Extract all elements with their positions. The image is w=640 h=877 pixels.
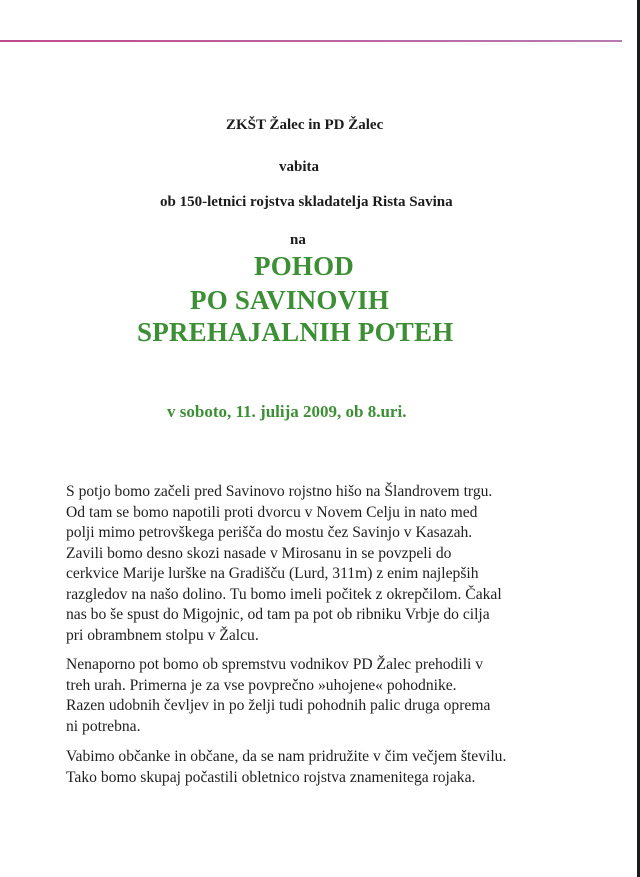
paragraph-line: Tako bomo skupaj počastili obletnico rojstva znamenitega rojaka. xyxy=(66,768,476,786)
paragraph-line: Nenaporno pot bomo ob spremstvu vodnikov PD Žalec prehodili v xyxy=(66,656,484,673)
paragraph-line: nas bo še spust do Migojnic, od tam pa pot ob ribniku Vrbje do cilja xyxy=(66,606,490,623)
invite-text: vabita xyxy=(279,159,320,175)
na-text: na xyxy=(290,232,306,248)
difficulty-paragraph xyxy=(66,655,586,737)
paragraph-line: ni potrebna. xyxy=(66,717,141,735)
paragraph-line: Zavili bomo desno skozi nasade v Mirosanu in se povzpeli do xyxy=(66,544,452,562)
paragraph-line: S potjo bomo začeli pred Savinovo rojstno hišo na Šlandrovem trgu. xyxy=(66,483,493,500)
invitation-paragraph xyxy=(66,747,586,788)
paragraph-line: polji mimo petrovškega perišča do mostu čez Savinjo v Kasazah. xyxy=(66,524,473,541)
route-description-paragraph xyxy=(66,482,586,646)
paragraph-line: razgledov na našo dolino. Tu bomo imeli počitek z okrepčilom. Čakal xyxy=(66,585,502,603)
organizers-heading: ZKŠT Žalec in PD Žalec xyxy=(226,117,384,133)
paragraph-line: pri obrambnem stolpu v Žalcu. xyxy=(66,626,259,644)
paragraph-line: treh urah. Primerna je za vse povprečno »uhojene« pohodnike. xyxy=(66,676,457,694)
paragraph-line: Vabimo občanke in občane, da se nam pridružite v čim večjem številu. xyxy=(66,748,507,765)
paragraph-line: Razen udobnih čevljev in po želji tudi pohodnih palic druga oprema xyxy=(66,697,491,714)
paragraph-line: Od tam se bomo napotili proti dvorcu v Novem Celju in nato med xyxy=(66,503,478,521)
event-title-line-2: PO SAVINOVIH xyxy=(190,285,390,315)
occasion-text: ob 150-letnici rojstva skladatelja Rista Savina xyxy=(160,194,453,210)
event-title-line-1: POHOD xyxy=(254,251,354,281)
top-divider-line xyxy=(0,40,622,42)
paragraph-line: cerkvice Marije lurške na Gradišču (Lurd, 311m) z enim najlepših xyxy=(66,565,479,582)
event-title-line-3: SPREHAJALNIH POTEH xyxy=(137,317,454,347)
event-date: v soboto, 11. julija 2009, ob 8.uri. xyxy=(167,402,407,421)
